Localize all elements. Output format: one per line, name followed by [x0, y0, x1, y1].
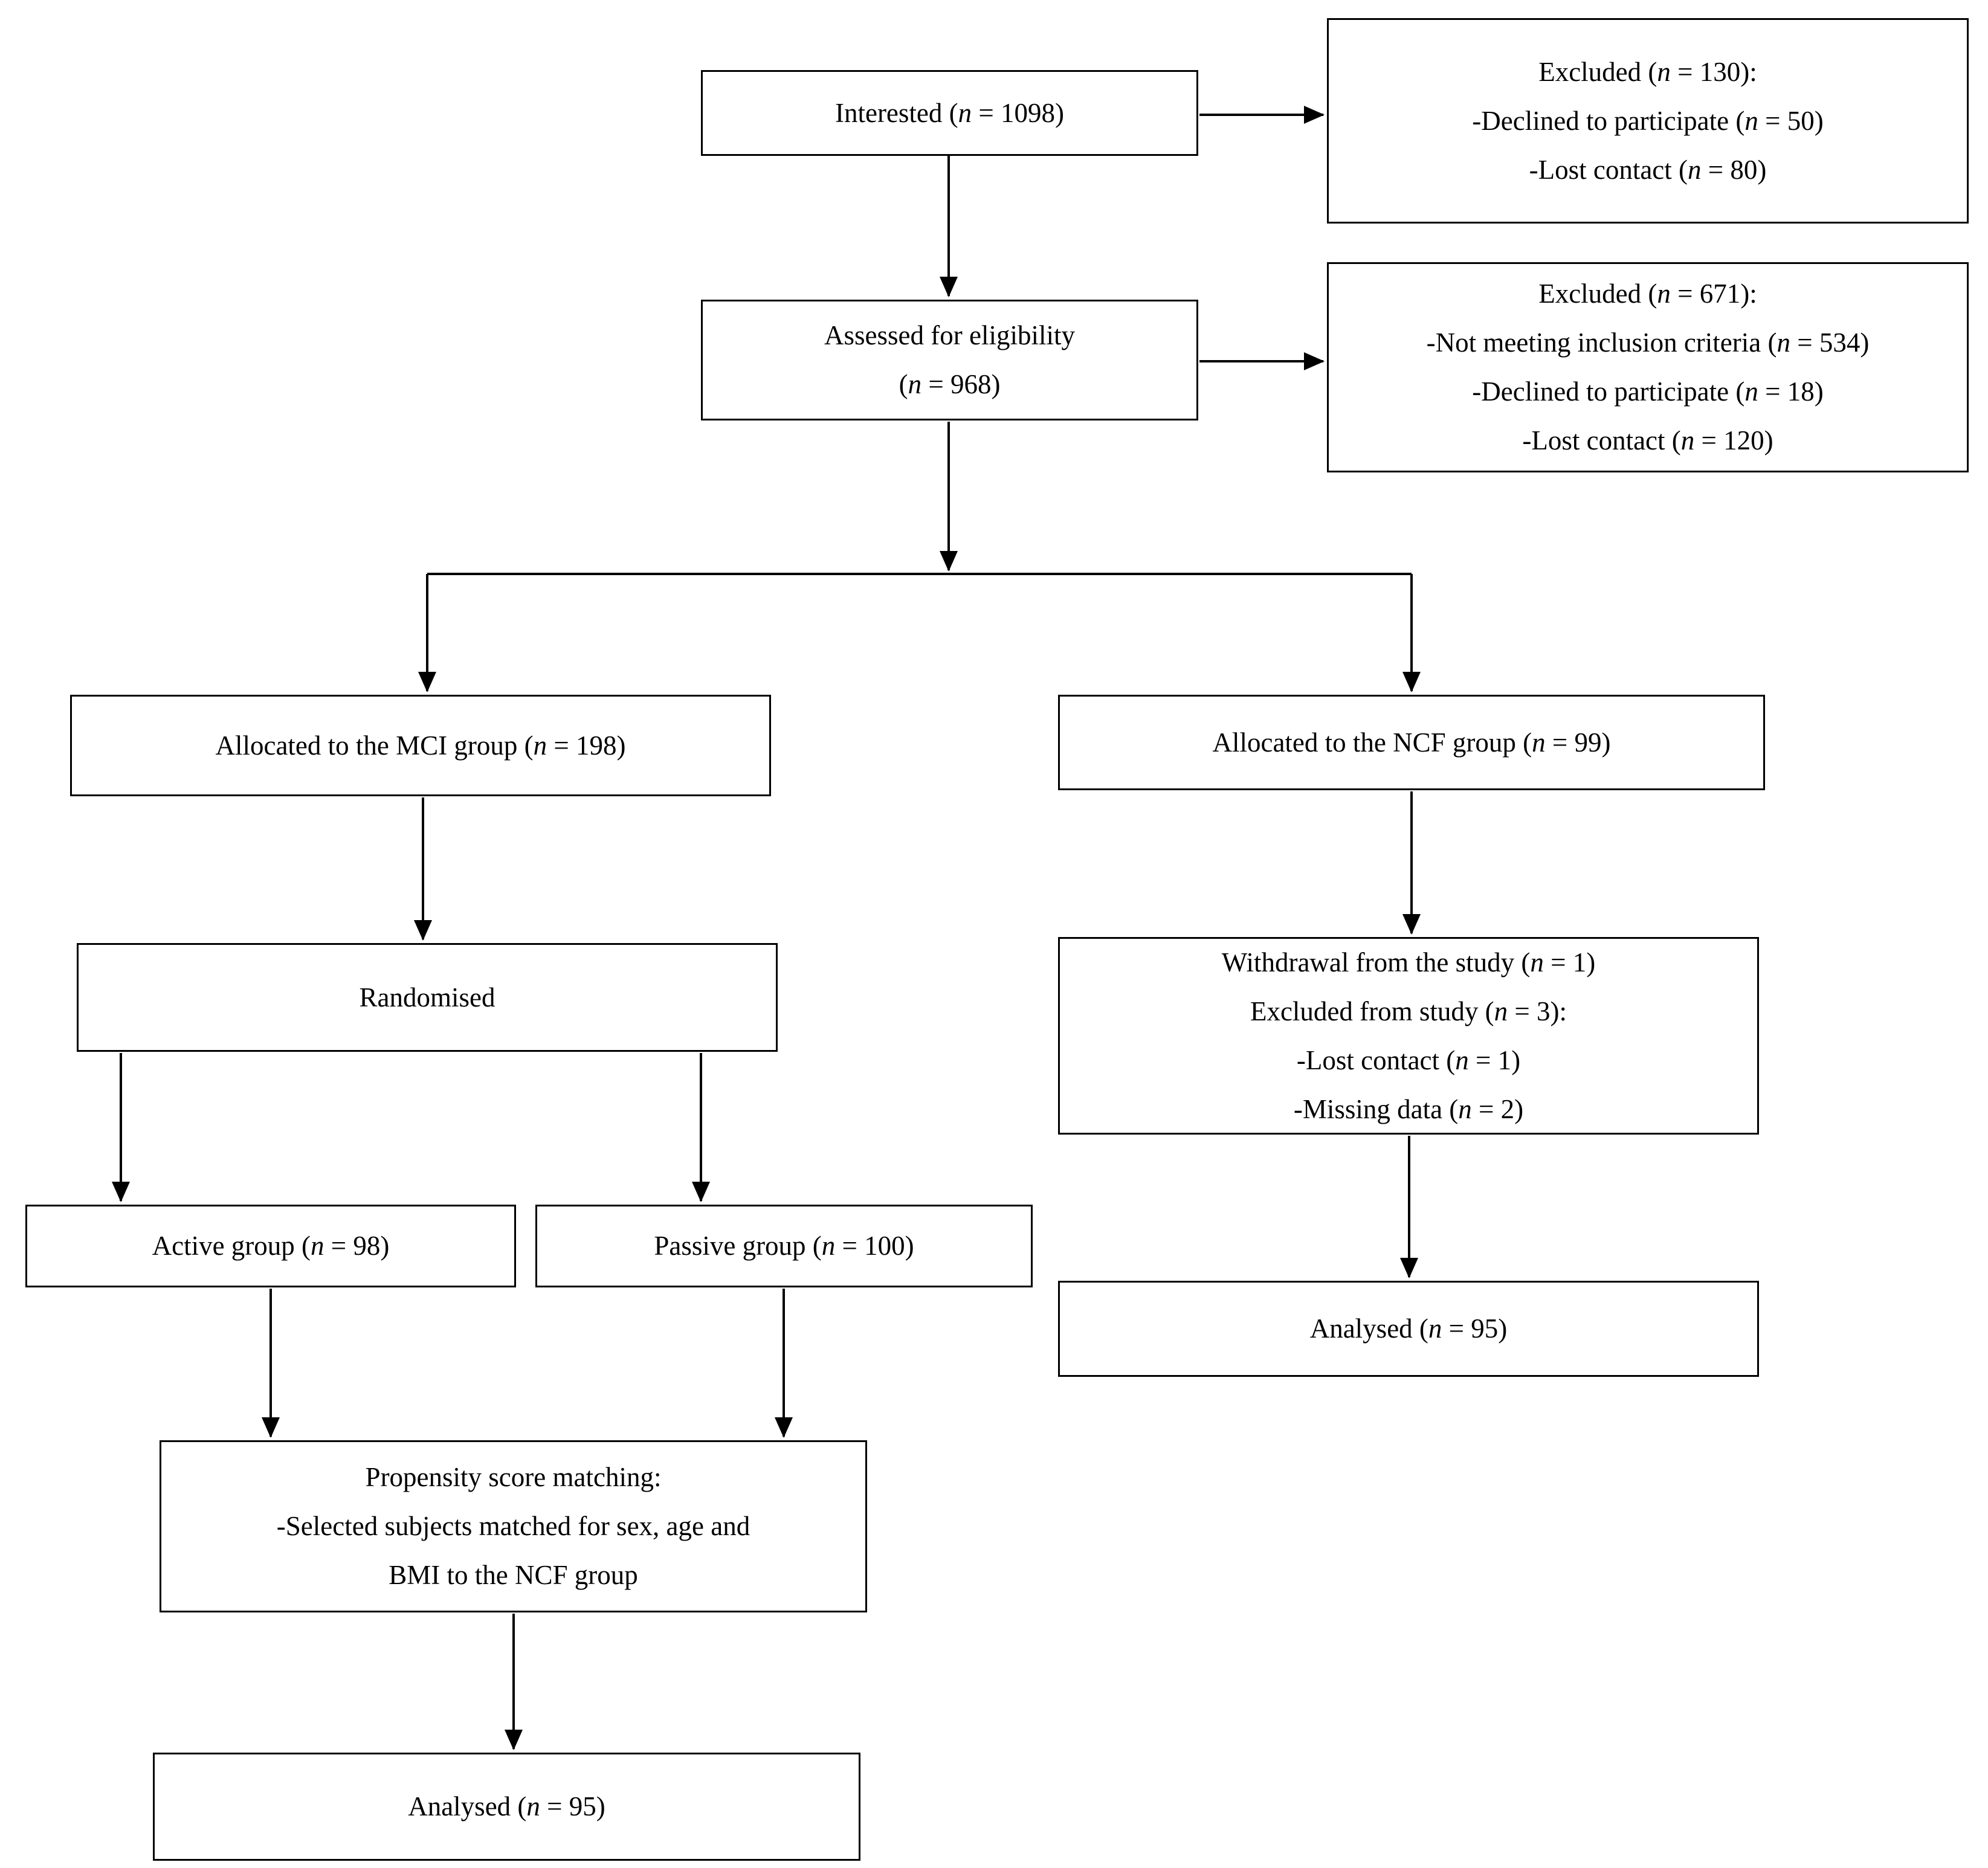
box-text-line: -Lost contact (n = 80)	[1529, 154, 1767, 185]
box-text-line: -Lost contact (n = 120)	[1522, 425, 1773, 456]
box-text-line: Excluded from study (n = 3):	[1250, 996, 1567, 1026]
box-propensity-score-matching	[160, 1440, 867, 1612]
box-withdrawal-exclusions	[1058, 937, 1759, 1135]
box-passive-group	[535, 1205, 1033, 1287]
box-text-line: Interested (n = 1098)	[834, 97, 1065, 128]
box-excluded-after-interest	[1327, 18, 1969, 224]
box-text-line: Analysed (n = 95)	[408, 1791, 605, 1821]
box-active-group	[25, 1205, 516, 1287]
box-text-line: Withdrawal from the study (n = 1)	[1221, 947, 1596, 977]
box-assessed-for-eligibility	[701, 300, 1198, 420]
box-text-line: Allocated to the NCF group (n = 99)	[1212, 727, 1611, 758]
box-text-line: -Selected subjects matched for sex, age and	[276, 1511, 750, 1541]
box-text-line: Passive group (n = 100)	[654, 1231, 914, 1261]
box-text-line: Propensity score matching:	[365, 1462, 662, 1492]
box-text-line: -Lost contact (n = 1)	[1296, 1045, 1521, 1075]
box-text-line: BMI to the NCF group	[389, 1560, 638, 1590]
box-text-line: Excluded (n = 130):	[1538, 56, 1757, 87]
box-text-line: -Declined to participate (n = 18)	[1472, 376, 1824, 407]
box-text-line: -Declined to participate (n = 50)	[1472, 105, 1824, 136]
box-allocated-mci-group	[70, 695, 771, 796]
box-text-line: (n = 968)	[899, 369, 1001, 399]
box-text-line: Assessed for eligibility	[824, 320, 1075, 350]
box-text-line: Analysed (n = 95)	[1309, 1313, 1508, 1344]
box-allocated-ncf-group	[1058, 695, 1765, 790]
box-excluded-after-assessment	[1327, 262, 1969, 472]
box-interested	[701, 70, 1198, 156]
box-randomised	[77, 943, 778, 1052]
box-text-line: Excluded (n = 671):	[1538, 279, 1757, 309]
box-text-line: -Not meeting inclusion criteria (n = 534)	[1426, 327, 1870, 358]
box-text-line: Allocated to the MCI group (n = 198)	[215, 730, 626, 761]
box-text-line: Randomised	[359, 982, 495, 1013]
box-text-line: -Missing data (n = 2)	[1293, 1093, 1524, 1124]
box-analysed-mci	[153, 1753, 860, 1861]
box-analysed-ncf	[1058, 1281, 1759, 1377]
box-text-line: Active group (n = 98)	[152, 1231, 390, 1261]
